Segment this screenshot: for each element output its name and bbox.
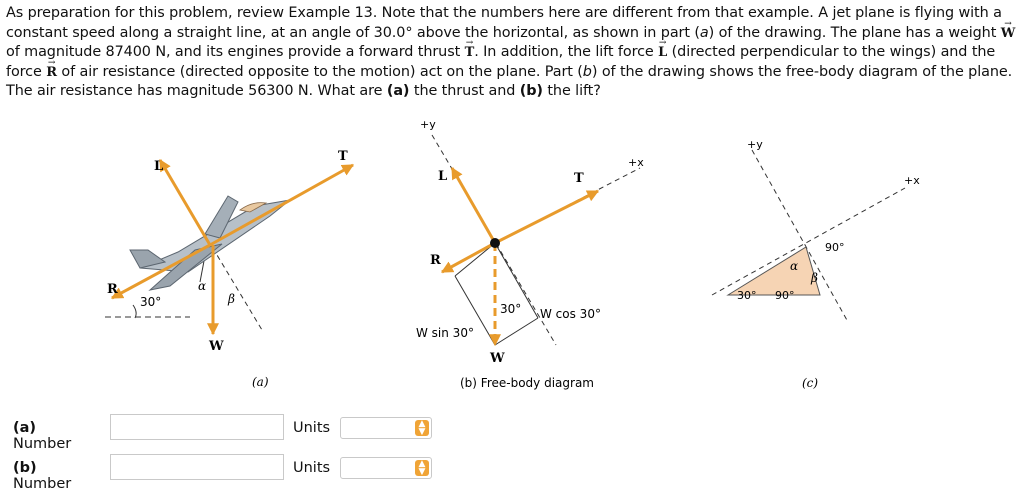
angle-30-c: 30° (737, 289, 757, 302)
axis-y-c: +y (747, 138, 763, 151)
w-sin-label: W sin 30° (416, 326, 474, 340)
alpha-label-a: α (198, 279, 207, 293)
diagram-part-a (105, 149, 353, 389)
number-input-a[interactable] (110, 414, 284, 440)
label-r-a: R (107, 282, 118, 297)
angle-label-b: 30° (500, 302, 522, 316)
beta-label-c: β (811, 271, 818, 285)
caption-b: (b) Free-body diagram (460, 376, 594, 390)
number-input-b[interactable] (110, 454, 284, 480)
units-label-b: Units (293, 460, 331, 476)
select-arrows-icon: ▲ ▼ (415, 420, 429, 436)
label-r-b: R (430, 253, 441, 268)
units-label-a: Units (293, 420, 331, 436)
caption-a: (a) (252, 375, 269, 389)
label-t-b: T (574, 171, 584, 186)
angle-90-top: 90° (825, 241, 845, 254)
vector-t: → T (465, 43, 475, 63)
diagram-part-c (712, 138, 920, 390)
vector-w: → W (1001, 24, 1016, 44)
label-l-b: L (438, 169, 448, 184)
answer-label-a: (a) Number (13, 420, 72, 452)
select-arrows-icon: ▲ ▼ (415, 460, 429, 476)
caption-c: (c) (802, 376, 819, 390)
label-w-b: W (490, 351, 505, 366)
label-t-a: T (338, 149, 348, 164)
diagram-part-b (416, 118, 644, 390)
beta-label-a: β (228, 292, 235, 306)
axis-x-b: +x (628, 156, 644, 169)
vector-l: → L (658, 43, 667, 63)
label-w-a: W (209, 339, 224, 354)
vector-r: → R (46, 63, 57, 83)
units-select-a[interactable] (340, 417, 432, 439)
axis-x-c: +x (904, 174, 920, 187)
angle-label-a: 30° (140, 295, 162, 309)
problem-text: As preparation for this problem, review Example 13. Note that the numbers here are different from that example. A jet plane is flying with a constant speed along a straight line, at an angle of 30.0° above the horizontal, as shown in part (a) of the drawing. The plane has a weight → W of magnitude 87400 N, and its engines provide a forward thrust → T. In addition, the lift force → L (directed perpendicular to the wings) and the force → R of air resistance (directed opposite to the motion) act on the plane. Part (b) of the drawing shows the free-body diagram of the plane. The air resistance has magnitude 56300 N. What are (a) the thrust and (b) the lift? (6, 4, 1018, 102)
axis-y-b: +y (420, 118, 436, 131)
answer-label-b: (b) Number (13, 460, 72, 492)
label-l-a: L (154, 159, 164, 174)
w-cos-label: W cos 30° (540, 307, 601, 321)
angle-90-c: 90° (775, 289, 795, 302)
units-select-b[interactable] (340, 457, 432, 479)
alpha-label-c: α (790, 259, 799, 273)
